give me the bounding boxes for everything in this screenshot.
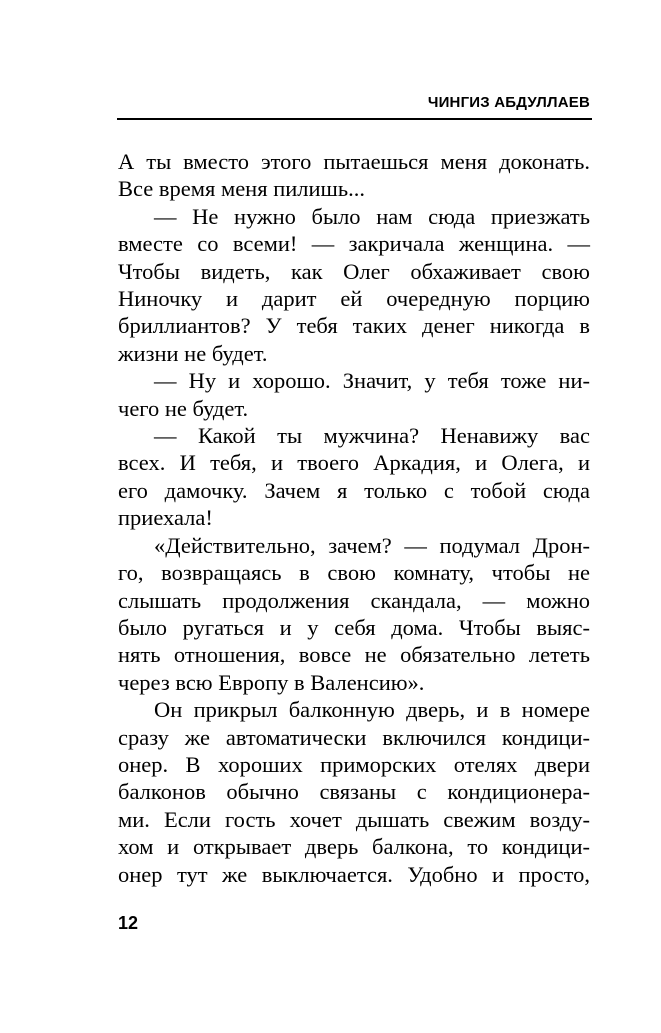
- text-line: вместе со всеми! — закричала женщина. —: [118, 231, 590, 257]
- text-line: А ты вместо этого пытаешься меня доконать.: [118, 149, 590, 174]
- text-line: бриллиантов? У тебя таких денег никогда в: [118, 313, 590, 339]
- text-line: жизни не будет.: [118, 340, 268, 366]
- text-line: чего не будет.: [118, 395, 249, 421]
- text-line: го, возвращаясь в свою комнату, чтобы не: [118, 560, 590, 586]
- text-line: — Ну и хорошо. Значит, у тебя тоже ни-: [154, 368, 590, 394]
- text-line: ми. Если гость хочет дышать свежим возду-: [118, 806, 590, 832]
- text-line: — Не нужно было нам сюда приезжать: [154, 203, 590, 229]
- text-line: сразу же автоматически включился кондици-: [118, 724, 590, 750]
- text-line: хом и открывает дверь балкона, то кондици-: [118, 834, 590, 860]
- text-line: всех. И тебя, и твоего Аркадия, и Олега, и: [118, 450, 590, 476]
- text-line: приехала!: [118, 505, 213, 531]
- text-line: Чтобы видеть, как Олег обхаживает свою: [118, 258, 590, 284]
- header-rule: [117, 118, 592, 120]
- text-line: балконов обычно связаны с кондиционера-: [118, 779, 590, 805]
- text-line: через всю Европу в Валенсию».: [118, 669, 425, 695]
- body-text: [118, 148, 590, 888]
- text-line: онер. В хороших приморских отелях двери: [118, 751, 590, 777]
- text-line: Он прикрыл балконную дверь, и в номере: [154, 697, 590, 723]
- text-line: было ругаться и у себя дома. Чтобы выяс-: [118, 614, 590, 640]
- text-line: Все время меня пилишь...: [118, 176, 366, 202]
- text-line: — Какой ты мужчина? Ненавижу вас: [154, 423, 590, 449]
- page-number: 12: [118, 913, 139, 933]
- text-line: слышать продолжения скандала, — можно: [118, 587, 590, 613]
- text-line: нять отношения, вовсе не обязательно лететь: [118, 642, 590, 668]
- text-line: Ниночку и дарит ей очередную порцию: [118, 286, 590, 312]
- running-header: ЧИНГИЗ АБДУЛЛАЕВ: [427, 94, 590, 111]
- text-line: «Действительно, зачем? — подумал Дрон-: [154, 532, 590, 558]
- text-line: онер тут же выключается. Удобно и просто,: [118, 861, 590, 887]
- text-line: его дамочку. Зачем я только с тобой сюда: [118, 477, 590, 503]
